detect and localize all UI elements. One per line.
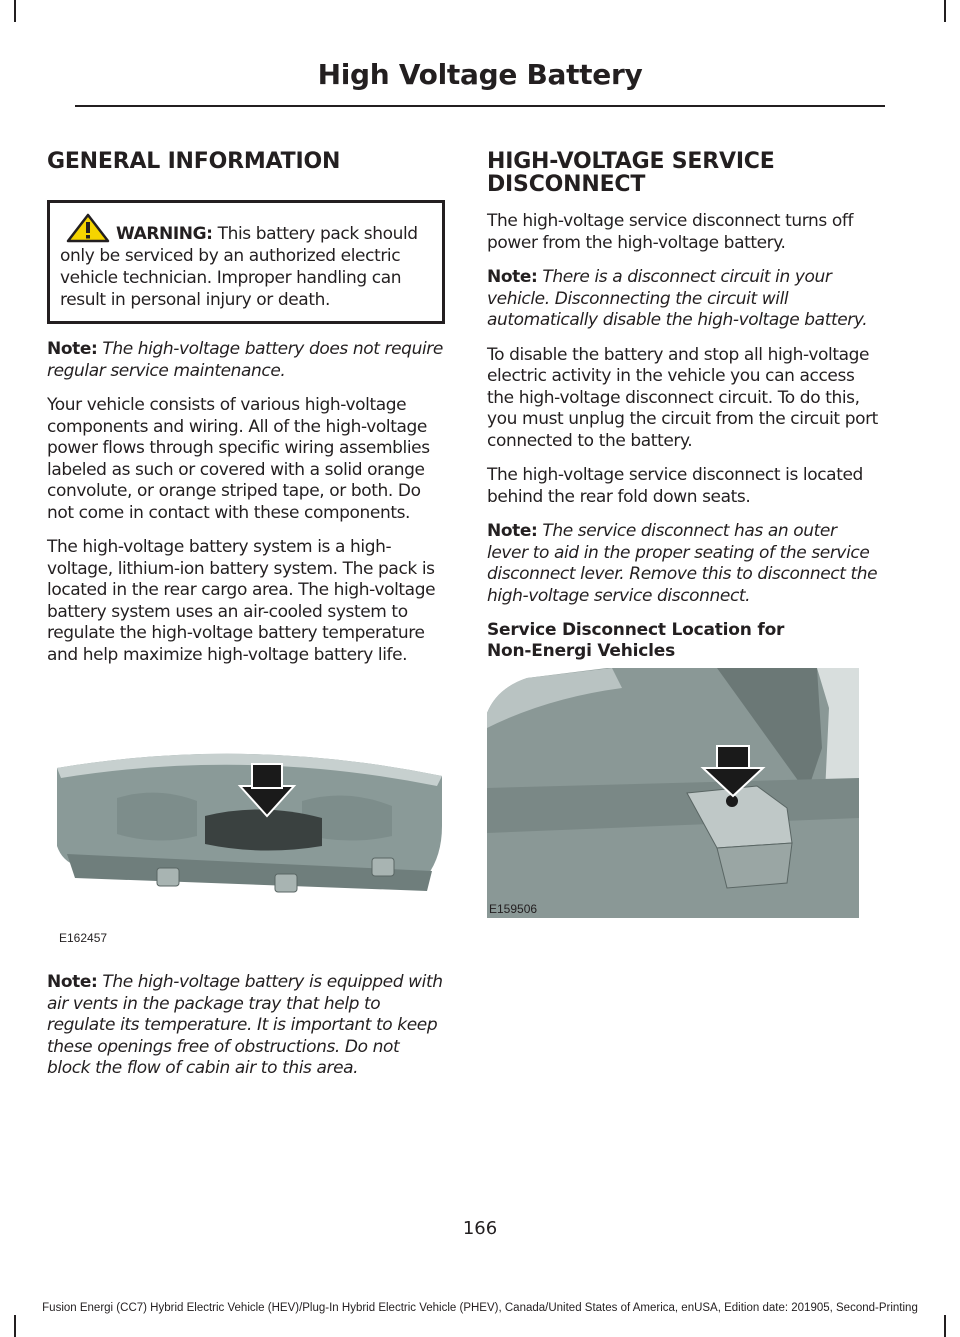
warning-box (47, 200, 445, 324)
note-maintenance (47, 339, 447, 382)
note-body: The service disconnect has an outer lever to aid in the proper seating of the service disconnect lever. Remove this to disconnect the high-voltage service disconnect. (487, 521, 878, 606)
right-column (487, 145, 882, 930)
note-disconnect-circuit (487, 267, 882, 332)
page-number: 166 (462, 1218, 498, 1239)
note-label: Note: (47, 972, 98, 992)
page-title: High Voltage Battery (317, 58, 643, 91)
subheading-service-disconnect: Service Disconnect Location for Non-Energi Vehicles (487, 620, 785, 661)
paragraph-components: Your vehicle consists of various high-voltage components and wiring. All of the high-voltage power flows through specific wiring assemblies labeled as such or covered with a solid orange convolute, or orange striped tape, or both. Do not come in contact with these components. (47, 395, 430, 523)
figure-package-tray (47, 706, 445, 951)
note-air-vents (47, 972, 447, 1080)
note-label: Note: (487, 521, 538, 541)
crop-mark (944, 0, 946, 22)
warning-triangle-icon (66, 213, 110, 243)
section-heading-disconnect: HIGH-VOLTAGE SERVICE DISCONNECT (487, 149, 775, 197)
package-tray-illustration (47, 706, 445, 936)
note-body: The high-voltage battery does not require regular service maintenance. (47, 339, 443, 381)
footer-edition-info: Fusion Energi (CC7) Hybrid Electric Vehicle (HEV)/Plug-In Hybrid Electric Vehicle (PHEV), Canada/United States of America, enUSA, Edition date: 201905, Second-Printing (42, 1302, 918, 1314)
paragraph-disconnect-intro: The high-voltage service disconnect turns off power from the high-voltage battery. (487, 211, 854, 253)
paragraph-location: The high-voltage service disconnect is located behind the rear fold down seats. (487, 465, 863, 507)
left-column (47, 145, 447, 1080)
note-body: The high-voltage battery is equipped with air vents in the package tray that help to regulate its temperature. It is important to keep these openings free of obstructions. Do not block the flow of cabin air to this area. (47, 972, 443, 1078)
note-body: There is a disconnect circuit in your vehicle. Disconnecting the circuit will automatically disable the high-voltage battery. (487, 267, 868, 330)
service-disconnect-illustration (487, 668, 859, 918)
header-rule (75, 105, 885, 107)
crop-mark (14, 1315, 16, 1337)
paragraph-battery-system: The high-voltage battery system is a high-voltage, lithium-ion battery system. The pack is located in the rear cargo area. The high-voltage battery system uses an air-cooled system to regulate the high-voltage battery temperature and help maximize high-voltage battery life. (47, 537, 436, 665)
note-label: Note: (487, 267, 538, 287)
note-label: Note: (47, 339, 98, 359)
warning-text (60, 213, 434, 311)
section-heading-general: GENERAL INFORMATION (47, 149, 341, 174)
crop-mark (944, 1315, 946, 1337)
warning-label: WARNING: (116, 224, 213, 244)
paragraph-disable-battery: To disable the battery and stop all high-voltage electric activity in the vehicle you can access the high-voltage disconnect circuit. To do this, you must unplug the circuit from the circuit port connected to the battery. (487, 344, 878, 451)
figure-service-disconnect (487, 668, 859, 930)
crop-mark (14, 0, 16, 22)
figure-code: E159506 (489, 902, 538, 916)
note-outer-lever (487, 521, 882, 607)
warning-body: This battery pack should only be serviced by an authorized electric vehicle technician. Improper handling can result in personal injury or death. (60, 224, 418, 310)
figure-code: E162457 (59, 931, 108, 945)
